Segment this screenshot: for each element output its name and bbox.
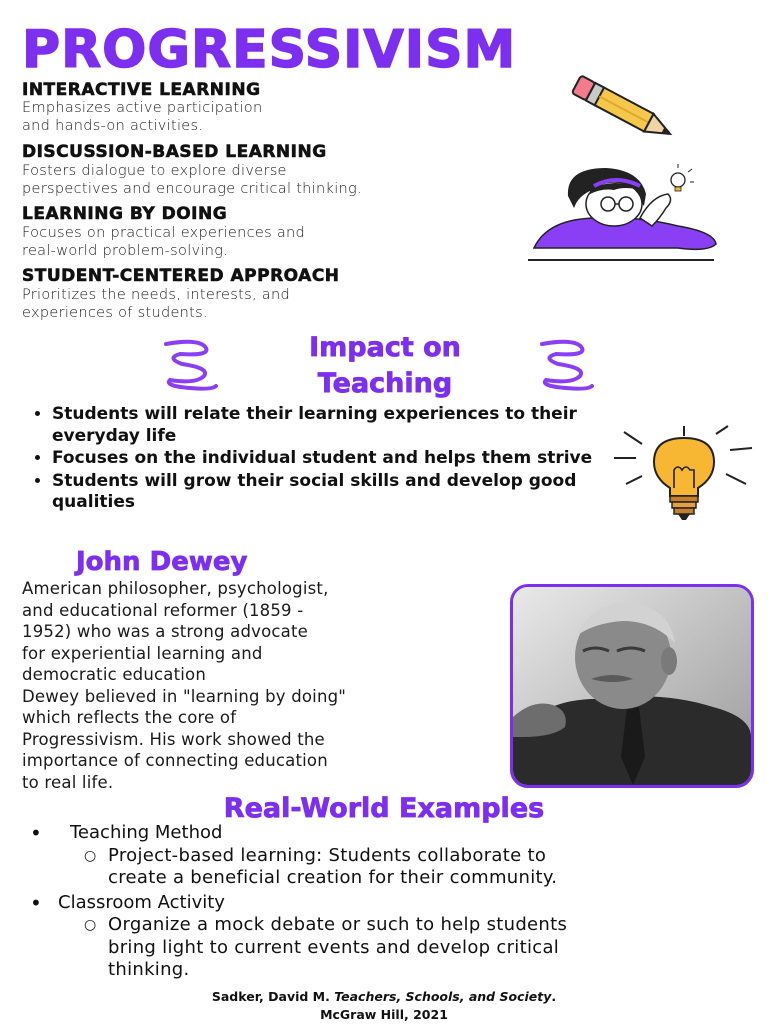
example-sub-classroom: ○ Organize a mock debate or such to help students bring light to current events and develop critical thinking. — [22, 914, 762, 982]
pencil-icon — [560, 70, 690, 150]
examples-heading: Real-World Examples — [223, 793, 545, 824]
example-sub-teaching: ○ Project-based learning: Students collaborate to create a beneficial creation for their community. — [22, 845, 762, 890]
squiggle-right-icon — [536, 336, 598, 392]
impact-bullet: • Focuses on the individual student and helps them strive — [52, 448, 622, 470]
principle-heading-interactive: INTERACTIVE LEARNING — [22, 80, 261, 100]
squiggle-left-icon — [160, 336, 222, 392]
lightbulb-icon — [610, 424, 756, 524]
principle-desc-student: Prioritizes the needs, interests, and experiences of students. — [22, 287, 290, 321]
examples-list — [22, 822, 762, 982]
impact-bullet: • Students will grow their social skills and develop good qualities — [52, 471, 622, 514]
thinking-student-illustration — [528, 160, 724, 266]
principle-desc-discussion: Fosters dialogue to explore diverse perspectives and encourage critical thinking. — [22, 163, 362, 197]
page-title: PROGRESSIVISM — [22, 20, 517, 80]
principle-desc-interactive: Emphasizes active participation and hands-on activities. — [22, 100, 263, 134]
impact-bullet: • Students will relate their learning experiences to their everyday life — [52, 404, 622, 447]
dewey-bio: American philosopher, psychologist, and educational reformer (1859 - 1952) who was a strong advocate for experiential learning and democratic education Dewey believed in "learning by doing" which reflects the core of Progressivism. His work showed the importance of connecting education to real life. — [22, 579, 347, 792]
impact-list — [22, 404, 622, 515]
citation: Sadker, David M. Teachers, Schools, and Society. McGraw Hill, 2021 — [211, 989, 557, 1022]
principle-heading-discussion: DISCUSSION-BASED LEARNING — [22, 142, 327, 162]
dewey-heading: John Dewey — [76, 547, 248, 577]
principle-desc-doing: Focuses on practical experiences and real-world problem-solving. — [22, 225, 306, 259]
principle-heading-doing: LEARNING BY DOING — [22, 204, 228, 224]
example-label-teaching: • Teaching Method — [22, 822, 762, 845]
impact-heading: Impact on Teaching — [309, 332, 461, 399]
dewey-portrait-photo — [510, 584, 754, 788]
example-label-classroom: • Classroom Activity — [22, 892, 762, 915]
principle-heading-student: STUDENT-CENTERED APPROACH — [22, 266, 340, 286]
